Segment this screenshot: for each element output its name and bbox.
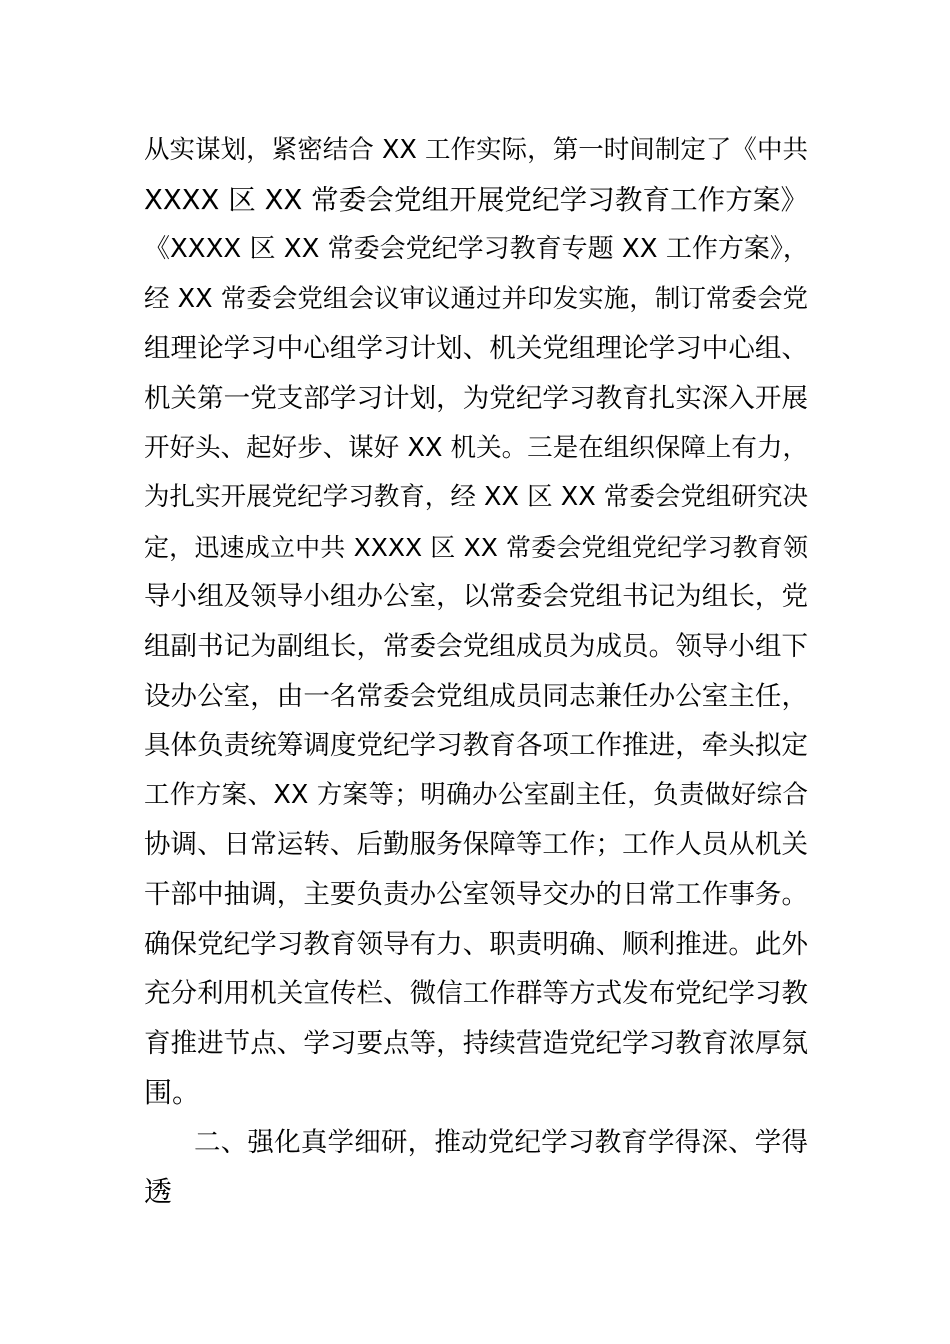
body-line: 干部中抽调，主要负责办公室领导交办的日常工作事务。 — [144, 878, 808, 910]
body-line: 确保党纪学习教育领导有力、职责明确、顺利推进。此外 — [144, 928, 808, 960]
body-line-last: 围。 — [144, 1076, 201, 1110]
body-line: 导小组及领导小组办公室，以常委会党组书记为组长，党 — [144, 581, 808, 613]
body-line: 从实谋划，紧密结合 XX 工作实际，第一时间制定了《中共 — [144, 135, 808, 165]
body-line: 具体负责统筹调度党纪学习教育各项工作推进，牵头拟定 — [144, 730, 808, 762]
body-line: 充分利用机关宣传栏、微信工作群等方式发布党纪学习教 — [144, 978, 808, 1010]
body-line: 工作方案、XX 方案等；明确办公室副主任，负责做好综合 — [144, 779, 808, 810]
body-line: 经 XX 常委会党组会议审议通过并印发实施，制订常委会党 — [144, 283, 808, 314]
body-line: 定，迅速成立中共 XXXX 区 XX 常委会党组党纪学习教育领 — [144, 532, 808, 562]
body-line: XXXX 区 XX 常委会党组开展党纪学习教育工作方案》 — [144, 183, 808, 216]
section-heading: 二、强化真学细研，推动党纪学习教育学得深、学得 — [194, 1126, 808, 1158]
body-line: 设办公室，由一名常委会党组成员同志兼任办公室主任， — [144, 680, 808, 712]
section-heading-continuation: 透 — [144, 1175, 173, 1209]
body-line: 《XXXX 区 XX 常委会党纪学习教育专题 XX 工作方案》， — [144, 234, 809, 265]
body-line: 为扎实开展党纪学习教育，经 XX 区 XX 常委会党组研究决 — [144, 482, 808, 513]
body-line: 育推进节点、学习要点等，持续营造党纪学习教育浓厚氛 — [144, 1027, 808, 1059]
body-line: 组副书记为副组长，常委会党组成员为成员。领导小组下 — [144, 630, 808, 662]
body-line: 开好头、起好步、谋好 XX 机关。三是在组织保障上有力， — [144, 432, 808, 463]
body-line: 组理论学习中心组学习计划、机关党组理论学习中心组、 — [144, 333, 808, 365]
document-body — [144, 126, 808, 1217]
body-line: 协调、日常运转、后勤服务保障等工作；工作人员从机关 — [144, 829, 808, 861]
body-line: 机关第一党支部学习计划，为党纪学习教育扎实深入开展 — [144, 382, 808, 414]
